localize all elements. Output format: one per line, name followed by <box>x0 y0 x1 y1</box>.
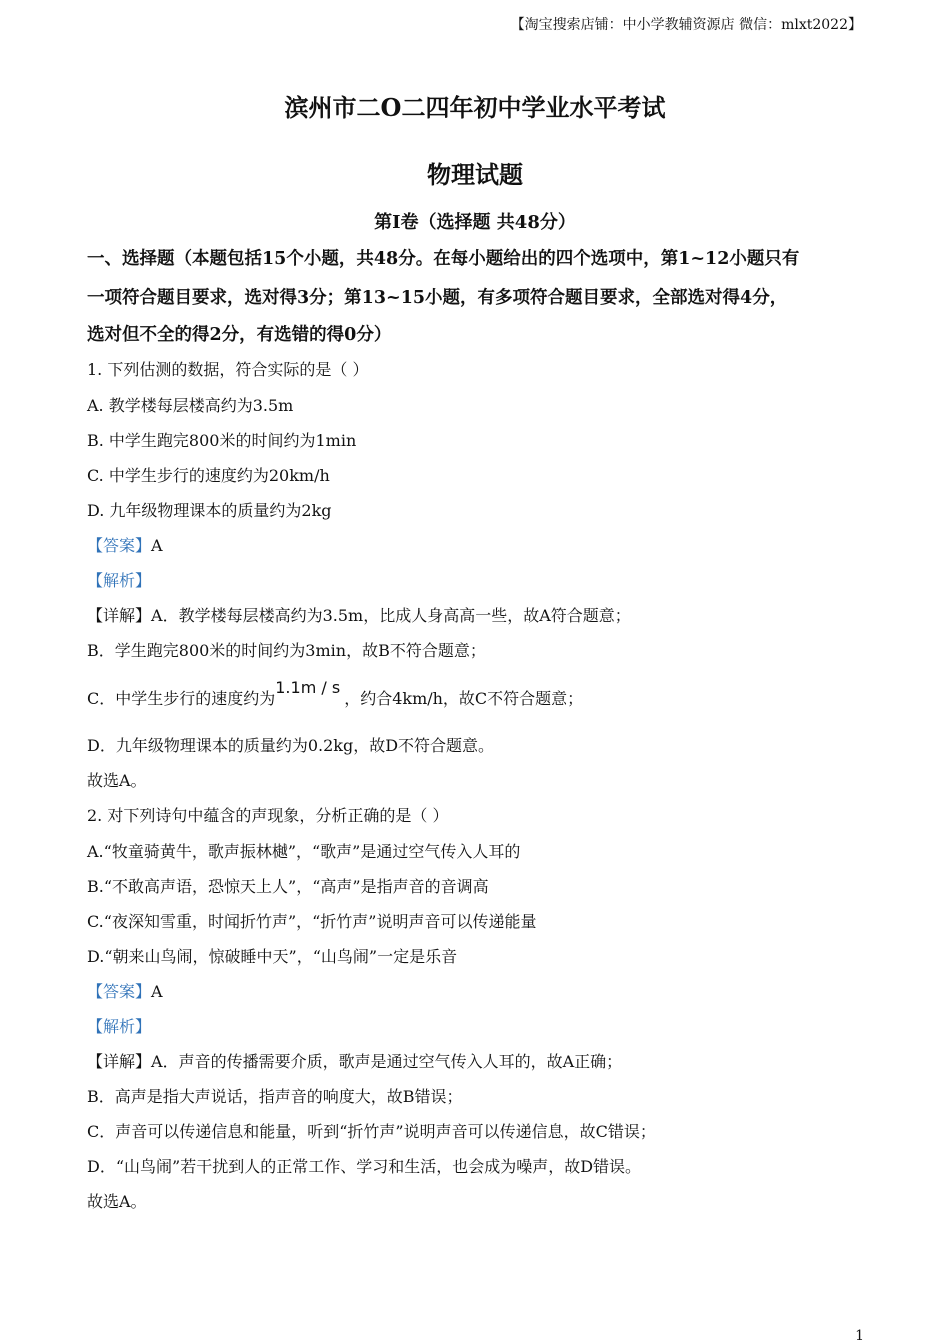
q1-option-c: C. 中学生步行的速度约为20km/h <box>87 466 330 485</box>
q2-answer-value: A <box>151 982 163 1001</box>
q1-detail-a-text: A．教学楼每层楼高约为3.5m，比成人身高高一些，故A符合题意； <box>151 606 631 625</box>
q2-detail-c: C．声音可以传递信息和能量，听到“折竹声”说明声音可以传递信息，故C错误； <box>87 1122 656 1141</box>
q1-detail-c <box>87 678 584 709</box>
section-instructions-line-1: 一、选择题（本题包括15个小题，共48分。在每小题给出的四个选项中，第1~12小题只有 <box>87 249 800 269</box>
section-instructions-line-2: 一项符合题目要求，选对得3分；第13~15小题，有多项符合题目要求，全部选对得4分， <box>87 288 788 308</box>
q2-stem: 2. 对下列诗句中蕴含的声现象，分析正确的是（ ） <box>87 806 449 825</box>
q2-detail-b: B．高声是指大声说话，指声音的响度大，故B错误； <box>87 1087 463 1106</box>
q2-option-b: B.“不敢高声语，恐惊天上人”，“高声”是指声音的音调高 <box>87 877 489 896</box>
q2-detail-a <box>87 1049 622 1072</box>
q2-conclusion: 故选A。 <box>87 1192 147 1211</box>
q2-analysis-label: 【解析】 <box>87 1017 152 1036</box>
q1-analysis-label: 【解析】 <box>87 571 152 590</box>
q2-option-d: D.“朝来山鸟闹，惊破睡中天”，“山鸟闹”一定是乐音 <box>87 947 458 966</box>
q1-option-a: A. 教学楼每层楼高约为3.5m <box>87 396 294 415</box>
answer-label: 【答案】 <box>87 982 152 1001</box>
q1-detail-b: B．学生跑完800米的时间约为3min，故B不符合题意； <box>87 641 486 660</box>
q1-detail-c-suffix: ，约合4km/h，故C不符合题意； <box>344 689 584 708</box>
exam-title: 滨州市二O二四年初中学业水平考试 <box>284 93 666 122</box>
q1-detail-c-prefix: C．中学生步行的速度约为 <box>87 689 276 708</box>
q1-stem: 1. 下列估测的数据，符合实际的是（ ） <box>87 360 369 379</box>
q2-option-a: A.“牧童骑黄牛，歌声振林樾”，“歌声”是通过空气传入人耳的 <box>87 842 521 861</box>
detail-label: 【详解】 <box>87 1052 152 1071</box>
q1-option-b: B. 中学生跑完800米的时间约为1min <box>87 431 357 450</box>
q1-detail-d: D．九年级物理课本的质量约为0.2kg，故D不符合题意。 <box>87 736 495 755</box>
detail-label: 【详解】 <box>87 606 152 625</box>
q2-answer <box>87 979 163 1002</box>
speed-formula: 1.1m / s <box>275 678 341 697</box>
answer-label: 【答案】 <box>87 536 152 555</box>
q2-option-c: C.“夜深知雪重，时闻折竹声”，“折竹声”说明声音可以传递能量 <box>87 912 537 931</box>
exam-subtitle: 物理试题 <box>427 160 523 189</box>
header-note: 【淘宝搜索店铺：中小学教辅资源店 微信：mlxt2022】 <box>510 17 862 33</box>
part-title: 第Ⅰ卷（选择题 共48分） <box>374 212 576 233</box>
section-instructions-line-3: 选对但不全的得2分，有选错的得0分） <box>87 325 392 345</box>
q2-detail-a-text: A．声音的传播需要介质，歌声是通过空气传入人耳的，故A正确； <box>151 1052 623 1071</box>
q1-detail-a <box>87 603 631 626</box>
q1-option-d: D. 九年级物理课本的质量约为2kg <box>87 501 332 520</box>
q1-conclusion: 故选A。 <box>87 771 147 790</box>
q1-answer <box>87 533 163 556</box>
q2-detail-d: D．“山鸟闹”若干扰到人的正常工作、学习和生活，也会成为噪声，故D错误。 <box>87 1157 642 1176</box>
q1-answer-value: A <box>151 536 163 555</box>
page-number: 1 <box>855 1328 864 1344</box>
